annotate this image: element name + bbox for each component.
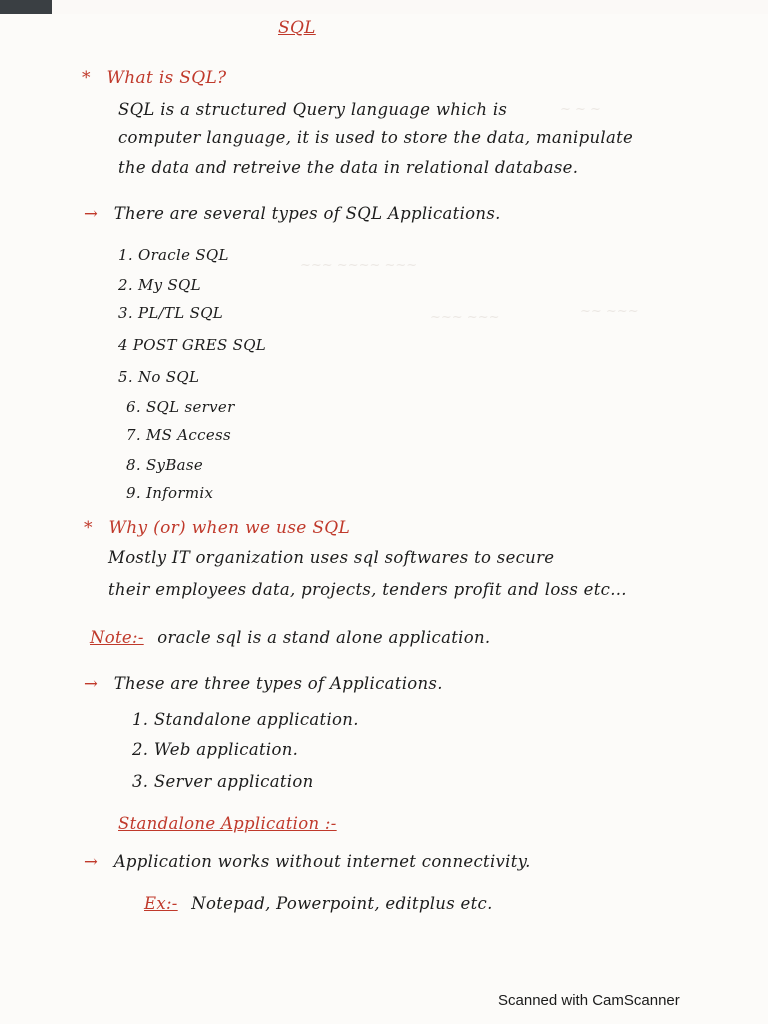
question-why-sql (84, 518, 350, 538)
app-item: 5. No SQL (118, 368, 200, 386)
app-item: 4 POST GRES SQL (118, 336, 267, 354)
standalone-point-text: Application works without internet connectivity. (113, 852, 531, 871)
question-what-is-sql (82, 68, 226, 88)
definition-line-3: the data and retreive the data in relational database. (118, 158, 579, 177)
app-item: 7. MS Access (126, 426, 231, 444)
apps-intro-text: There are several types of SQL Applications. (113, 204, 501, 223)
type-item: 3. Server application (132, 772, 314, 791)
example-text: Notepad, Powerpoint, editplus etc. (191, 894, 493, 913)
apps-intro (84, 204, 501, 223)
app-item: 3. PL/TL SQL (118, 304, 224, 322)
asterisk-marker: * (82, 68, 91, 88)
type-item: 1. Standalone application. (132, 710, 359, 729)
app-item: 8. SyBase (126, 456, 204, 474)
bleed-through-mark: ~~~ ~~~~ ~~~ (300, 258, 418, 273)
scan-corner-bar (0, 0, 52, 14)
note-text: oracle sql is a stand alone application. (157, 628, 491, 647)
app-item: 6. SQL server (126, 398, 235, 416)
question-heading: What is SQL? (106, 68, 227, 88)
type-item: 2. Web application. (132, 740, 299, 759)
definition-line-2: computer language, it is used to store the data, manipulate (118, 128, 634, 147)
arrow-icon: → (84, 852, 99, 871)
types-intro (84, 674, 443, 693)
types-intro-text: These are three types of Applications. (113, 674, 443, 693)
bleed-through-mark: ~ ~ ~ (560, 102, 601, 117)
definition-line-1: SQL is a structured Query language which is (118, 100, 508, 119)
page-title: SQL (278, 18, 316, 38)
example (144, 894, 493, 913)
arrow-icon: → (84, 674, 99, 693)
bleed-through-mark: ~~~ ~~~ (430, 310, 500, 325)
asterisk-marker: * (84, 518, 93, 538)
question-heading: Why (or) when we use SQL (108, 518, 351, 538)
app-item: 1. Oracle SQL (118, 246, 229, 264)
standalone-heading: Standalone Application :- (118, 814, 337, 833)
example-label: Ex:- (144, 894, 178, 913)
why-line-1: Mostly IT organization uses sql softwares to secure (108, 548, 555, 567)
bleed-through-mark: ~~ ~~~ (580, 304, 639, 319)
standalone-point (84, 852, 531, 871)
note-label: Note:- (90, 628, 144, 647)
scanner-watermark: Scanned with CamScanner (498, 992, 680, 1009)
why-line-2: their employees data, projects, tenders profit and loss etc... (108, 580, 627, 599)
note (90, 628, 490, 647)
app-item: 9. Informix (126, 484, 214, 502)
arrow-icon: → (84, 204, 99, 223)
app-item: 2. My SQL (118, 276, 201, 294)
